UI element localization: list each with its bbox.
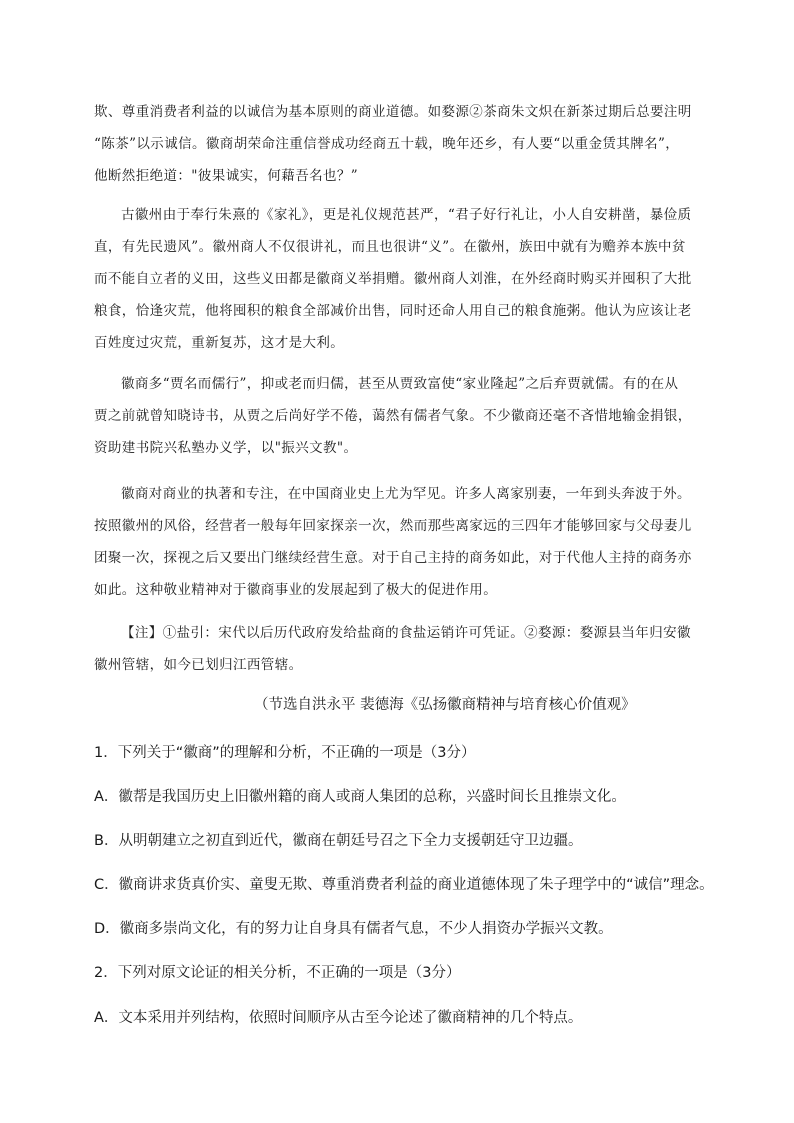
paragraph-etiquette-righteousness [94,199,706,359]
text-line: 团聚一次，探视之后又要出门继续经营生意。对于自己主持的商务如此，对于代他人主持的商务亦 [94,550,692,566]
question-1-option-c: C．徽商讲求货真价实、童叟无欺、尊重消费者利益的商业道德体现了朱子理学中的“诚信”理念。 [94,877,714,893]
text-line: 徽商多“贾名而儒行”，抑或老而归儒，甚至从贾致富使“家业隆起”之后弃贾就儒。有的在从 [121,376,679,392]
paragraph-confucian-merchants [94,368,706,464]
text-line: 直，有先民遗风”。徽州商人不仅很讲礼，而且也很讲“义”。在徽州，族田中就有为赡养本族中贫 [94,239,686,255]
question-2-option-a: A．文本采用并列结构，依照时间顺序从古至今论述了徽商精神的几个特点。 [94,1010,583,1026]
text-line: 【注】①盐引：宋代以后历代政府发给盐商的食盐运销许可凭证。②婺源：婺源县当年归安徽 [121,625,691,641]
text-line: 他断然拒绝道："彼果诚实，何藉吾名也？” [94,168,359,184]
question-1-option-b: B．从明朝建立之初直到近代，徽商在朝廷号召之下全力支援朝廷守卫边疆。 [94,833,583,849]
text-line: 徽商对商业的执著和专注，在中国商业史上尤为罕见。许多人离家别妻，一年到头奔波于外。 [121,486,691,502]
paragraph-integrity-continued [94,96,706,192]
text-line: 古徽州由于奉行朱熹的《家礼》，更是礼仪规范甚严，“君子好行礼让，小人自安耕凿，暴俭质 [121,207,692,223]
text-line: 徽州管辖，如今已划归江西管辖。 [94,657,303,673]
footnote [94,617,706,681]
text-line: 而不能自立者的义田，这些义田都是徽商义举捐赠。徽州商人刘淮，在外经商时购买并囤积了大批 [94,271,692,287]
text-line: 按照徽州的风俗，经营者一般每年回家探亲一次，然而那些离家远的三四年才能够回家与父母妻儿 [94,518,692,534]
question-1-option-a: A．徽帮是我国历史上旧徽州籍的商人或商人集团的总称，兴盛时间长且推崇文化。 [94,789,626,805]
text-line: 如此。这种敬业精神对于徽商事业的发展起到了极大的促进作用。 [94,582,498,598]
text-line: 欺、尊重消费者利益的以诚信为基本原则的商业道德。如婺源②茶商朱文炽在新茶过期后总要注明 [94,104,692,120]
text-line: 资助建书院兴私塾办义学，以"振兴文教"。 [94,440,358,456]
source-citation: （节选自洪永平 裴德海《弘扬徽商精神与培育核心价值观》 [254,697,636,713]
text-line: 贾之前就曾知晓诗书，从贾之后尚好学不倦，蔼然有儒者气象。不少徽商还毫不吝惜地输金捐银， [94,408,692,424]
text-line: 粮食，恰逢灾荒，他将囤积的粮食全部减价出售，同时还命人用自己的粮食施粥。他认为应该让老 [94,303,692,319]
text-line: 百姓度过灾荒，重新复苏，这才是大利。 [94,335,345,351]
text-line: “陈茶”以示诚信。徽商胡荣命注重信誉成功经商五十载，晚年还乡，有人要“以重金赁其牌名”， [94,136,680,152]
question-2-stem: 2．下列对原文论证的相关分析，不正确的一项是（3分） [94,965,461,981]
question-1-option-d: D．徽商多崇尚文化，有的努力让自身具有儒者气息，不少人捐资办学振兴文教。 [94,921,613,937]
question-1-stem: 1．下列关于“徽商”的理解和分析，不正确的一项是（3分） [94,745,476,761]
paragraph-dedication [94,478,706,606]
